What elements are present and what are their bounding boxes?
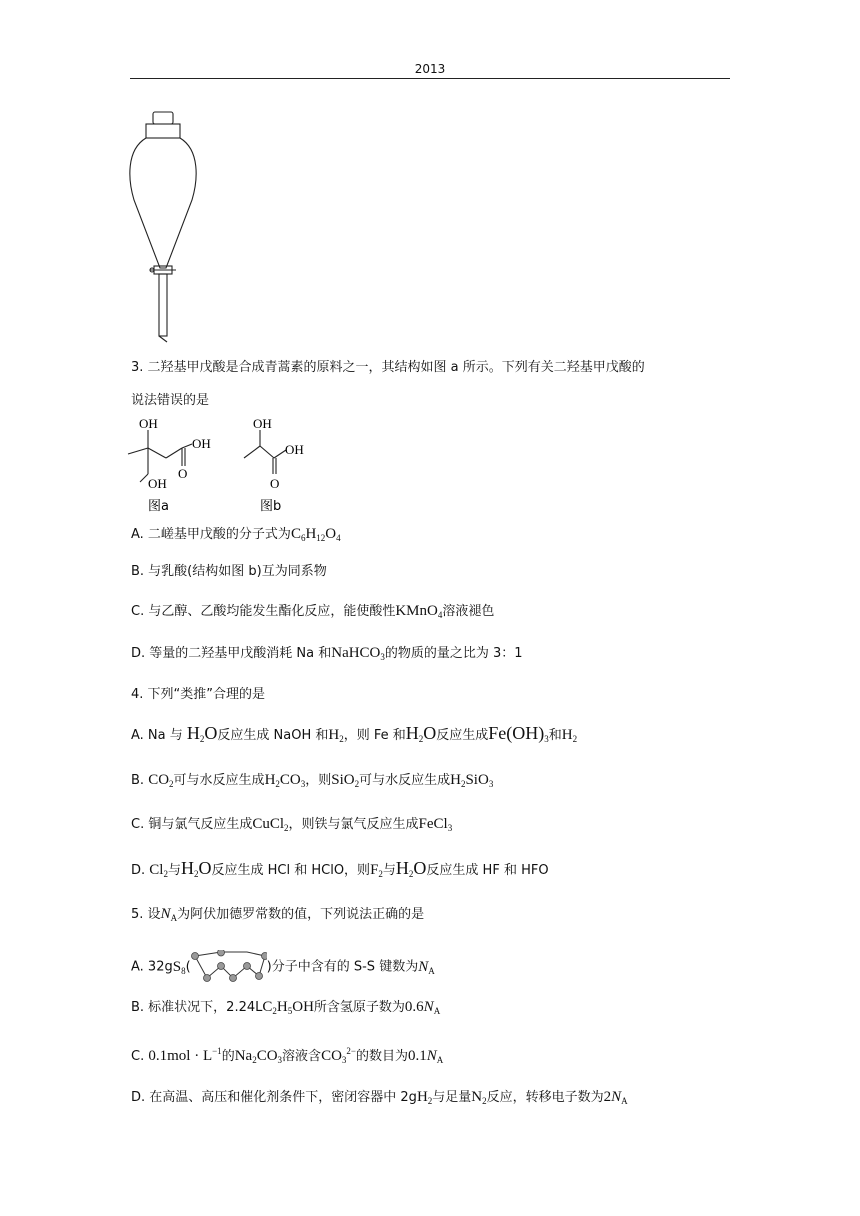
q3-stem-line2: 说法错误的是	[131, 393, 210, 408]
q5-option-c: C. $0.1mol \cdot L^{-1}$的$Na_2CO_3$溶液含$CO_3^{2-}$的数目为$0.1N_A$	[131, 1046, 444, 1065]
q5-stem: 5. 设$N_A$为阿伏加德罗常数的值，下列说法正确的是	[131, 906, 425, 923]
q4-option-b: B. $CO_2$可与水反应生成$H_2CO_3$，则SiO$_2$可与水反应生成$H_2SiO_3$	[131, 772, 494, 789]
funnel-neck	[146, 124, 180, 138]
s8-ring-icon	[191, 950, 267, 984]
q3-option-b: B. 与乳酸(结构如图 b)互为同系物	[131, 564, 327, 579]
q5-option-b: B. 标准状况下，$2.24LC_2H_5OH$所含氢原子数为$0.6N_A$	[131, 999, 441, 1016]
q3-stem-line1: 3. 二羟基甲戊酸是合成青蒿素的原料之一，其结构如图 a 所示。下列有关二羟基甲戊酸的	[131, 360, 645, 375]
q5-option-a: A. $32gS_8$( )分子中含有的 S-S 键数为$N_A$	[131, 950, 435, 984]
q4-stem: 4. 下列“类推”合理的是	[131, 687, 266, 702]
q3-option-a: A. 二嵯基甲戊酸的分子式为$C_6H_{12}O_4$	[131, 526, 341, 543]
funnel-body	[130, 138, 196, 268]
structure-figure-a	[126, 416, 226, 514]
separatory-funnel-figure	[126, 110, 200, 346]
q4-option-c: C. 铜与氯气反应生成CuCl$_2$，则铁与氯气反应生成FeCl$_3$	[131, 816, 453, 833]
q3-option-d: D. 等量的二羟基甲戊酸消耗 Na 和NaHCO$_3$的物质的量之比为 3：1	[131, 645, 523, 662]
fig-a-oh-top: OH	[139, 416, 158, 431]
fig-b-o: O	[270, 476, 280, 491]
header-rule	[130, 78, 730, 79]
fig-b-oh-right: OH	[285, 442, 304, 457]
q4-option-a: A. Na 与 $H_2O$反应生成 NaOH 和$H_2$，则 Fe 和$H_2O$反应生成$Fe(OH)_3$和$H_2$	[131, 723, 578, 744]
fig-b-oh-top: OH	[253, 416, 272, 431]
fig-a-o: O	[178, 466, 188, 481]
q3-option-c: C. 与乙醇、乙酸均能发生酯化反应，能使酸性KMnO$_4$溶液褪色	[131, 603, 495, 620]
funnel-stem	[159, 274, 167, 336]
fig-a-caption: 图a	[148, 499, 169, 514]
q5-option-d: D. 在高温、高压和催化剂条件下，密闭容器中 $2gH_2$与足量$N_2$反应，转移电子数为$2N_A$	[131, 1089, 628, 1106]
funnel-stopper	[153, 112, 173, 124]
page-number: 2013	[414, 62, 446, 76]
fig-a-oh-right: OH	[192, 436, 211, 451]
fig-b-caption: 图b	[260, 499, 282, 514]
structure-figure-b	[240, 416, 330, 514]
q4-option-d: D. $Cl_2$与$H_2O$反应生成 HCl 和 HClO，则$F_2$与$H_2O$反应生成 HF 和 HFO	[131, 858, 549, 879]
fig-a-oh-bottom: OH	[148, 476, 167, 491]
